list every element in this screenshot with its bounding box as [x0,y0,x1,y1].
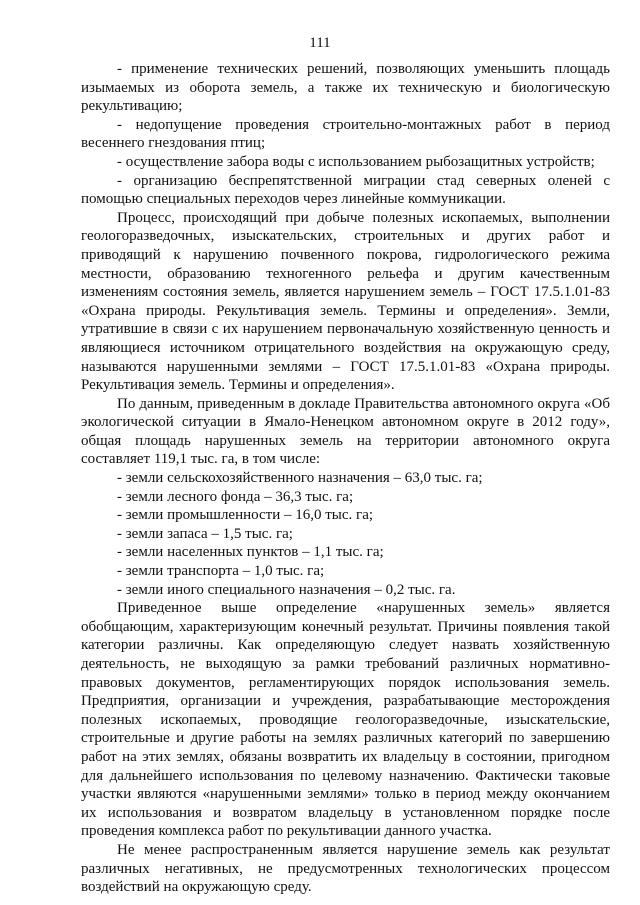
land-list-item-forest: - земли лесного фонда – 36,3 тыс. га; [117,488,354,505]
land-list-item-transport: - земли транспорта – 1,0 тыс. га; [117,563,325,580]
paragraph-government-report: По данным, приведенным в докладе Правительства автономного округа «Об экологической ситуации в Ямало-Ненецком автономном округе в 2012 году», общая площадь нарушенных земель на территории автономного округа составляет 119,1 тыс. га, в том числе: [81,395,610,468]
land-list-item-industry: - земли промышленности – 16,0 тыс. га; [117,507,374,524]
land-list-item-special: - земли иного специального назначения – 0,2 тыс. га. [117,581,456,598]
land-list-item-reserve: - земли запаса – 1,5 тыс. га; [117,525,293,542]
paragraph-negative-impacts: Не менее распространенным является нарушение земель как результат различных негативных, не предусмотренных технологических процессом воздействий на окружающую среду. [81,841,610,896]
paragraph-definition-generalization: Приведенное выше определение «нарушенных земель» является обобщающим, характеризующим конечный результат. Причины появления такой категории различны. Как определяющую следует назвать хозяйственную деятельность, не выходящую за рамки требований различных нормативно-правовых документов, регламентирующих порядок использования земель. Предприятия, организации и учреждения, разрабатывающие месторождения полезных ископаемых, проводящие геологоразведочные, изыскательские, строительные и другие работы на землях различных категорий по завершению работ на этих землях, обязаны возвратить их владельцу в состоянии, пригодном для дальнейшего использования по целевому назначению. Фактически таковые участки являются «нарушенными землями» только в период между окончанием их использования и возвратом владельцу в установленном порядке после проведения комплекса работ по рекультивации данного участка. [81,600,610,840]
document-body [81,60,610,897]
bullet-no-construction-nesting: - недопущение проведения строительно-монтажных работ в период весеннего гнездования птиц; [81,116,610,152]
bullet-technical-solutions: - применение технических решений, позволяющих уменьшить площадь изымаемых из оборота земель, а также их техническую и биологическую рекультивацию; [81,61,610,115]
bullet-water-intake: - осуществление забора воды с использованием рыбозащитных устройств; [117,153,595,170]
land-list-item-settlements: - земли населенных пунктов – 1,1 тыс. га; [117,544,384,561]
land-list-item-agricultural: - земли сельскохозяйственного назначения – 63,0 тыс. га; [117,470,483,487]
bullet-reindeer-migration: - организацию беспрепятственной миграции стад северных оленей с помощью специальных переходов через линейные коммуникации. [81,172,610,208]
paragraph-land-disturbance-definition: Процесс, происходящий при добыче полезных ископаемых, выполнении геологоразведочных, изыскательских, строительных и других работ и приводящий к нарушению почвенного покрова, гидрологического режима местности, образованию техногенного рельефа и другим качественным изменениям состояния земель, является нарушением земель – ГОСТ 17.5.1.01-83 «Охрана природы. Рекультивация земель. Термины и определения». Земли, утратившие в связи с их нарушением первоначальную хозяйственную ценность и являющиеся источником отрицательного воздействия на окружающую среду, называются нарушенными землями – ГОСТ 17.5.1.01-83 «Охрана природы. Рекультивация земель. Термины и определения». [81,209,610,394]
page-number: 111 [309,35,331,51]
